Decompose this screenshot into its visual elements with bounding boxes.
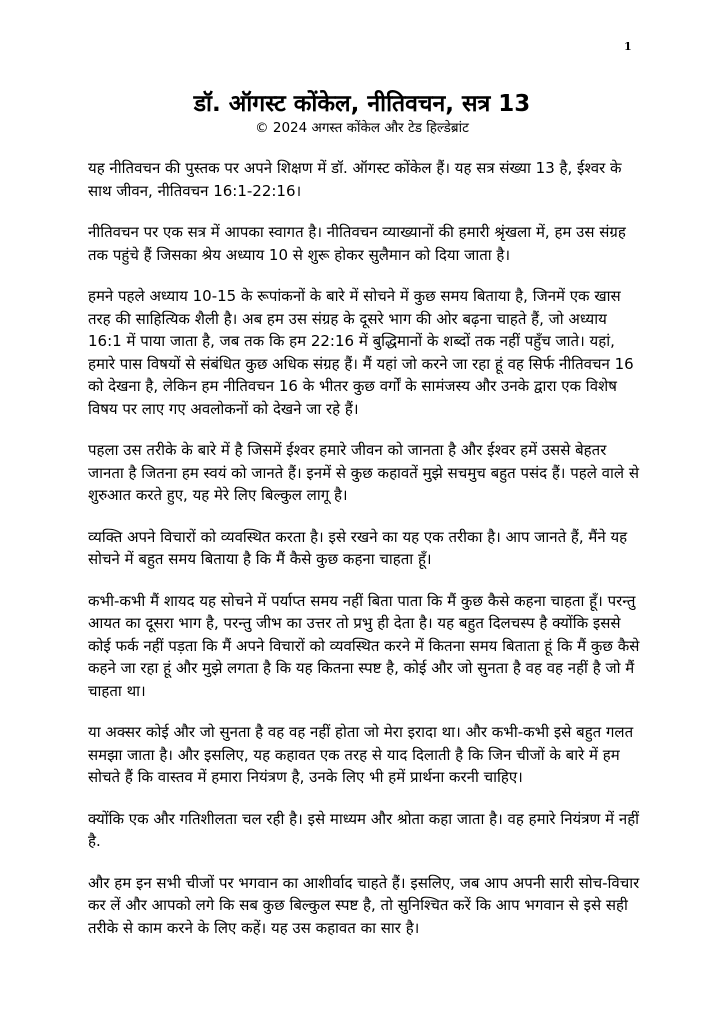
document-title: डॉ. ऑगस्ट कोंकेल, नीतिवचन, सत्र 13 xyxy=(193,91,531,117)
paragraph-tongue: कभी-कभी मैं शायद यह सोचने में पर्याप्त समय नहीं बिता पाता कि मैं कुछ कैसे कहना चाहता हूँ। परन्तु आयत का दूसरा भाग है, परन्तु जीभ का उत्तर तो प्रभु ही देता है। यह बहुत दिलचस्प है क्योंकि इससे कोई फर्क नहीं पड़ता कि मैं अपने विचारों को व्यवस्थित करने में कितना समय बिताता हूं कि मैं कुछ कैसे कहने जा रहा हूं और मुझे लगता है कि यह कितना स्पष्ट है, कोई और जो सुनता है वह वह नहीं है जो मैं चाहता था। xyxy=(88,591,640,700)
paragraph-blessing: और हम इन सभी चीजों पर भगवान का आशीर्वाद चाहते हैं। इसलिए, जब आप अपनी सारी सोच-विचार कर लें और आपको लगे कि सब कुछ बिल्कुल स्पष्ट है, तो सुनिश्चित करें कि आप भगवान से इसे सही तरीके से काम करने के लिए कहें। यह उस कहावत का सार है। xyxy=(88,873,640,937)
paragraph-intro: यह नीतिवचन की पुस्तक पर अपने शिक्षण में डॉ. ऑगस्ट कोंकेल हैं। यह सत्र संख्या 13 है, ईश्वर के साथ जीवन, नीतिवचन 16:1-22:16। xyxy=(88,159,622,200)
paragraph-plans: व्यक्ति अपने विचारों को व्यवस्थित करता है। इसे रखने का यह एक तरीका है। आप जानते हैं, मैंने यह सोचने में बहुत समय बिताया है कि मैं कैसे कुछ कहना चाहता हूँ। xyxy=(88,527,628,568)
paragraph-welcome: नीतिवचन पर एक सत्र में आपका स्वागत है। नीतिवचन व्याख्यानों की हमारी श्रृंखला में, हम उस संग्रह तक पहुंचे हैं जिसका श्रेय अध्याय 10 से शुरू होकर सुलैमान को दिया जाता है। xyxy=(88,223,626,264)
document-body xyxy=(88,157,640,958)
page-number: 1 xyxy=(624,40,632,53)
paragraph-misunderstood: या अक्सर कोई और जो सुनता है वह वह नहीं होता जो मेरा इरादा था। और कभी-कभी इसे बहुत गलत समझा जाता है। और इसलिए, यह कहावत एक तरह से याद दिलाती है कि जिन चीजों के बारे में हम सोचते हैं कि वास्तव में हमारा नियंत्रण है, उनके लिए भी हमें प्रार्थना करनी चाहिए। xyxy=(88,723,634,786)
paragraph-god-knows: पहला उस तरीके के बारे में है जिसमें ईश्वर हमारे जीवन को जानता है और ईश्वर हमें उससे बेहतर जानता है जितना हम स्वयं को जानते हैं। इनमें से कुछ कहावतें मुझे सचमुच बहुत पसंद हैं। पहले वाले से शुरुआत करते हुए, यह मेरे लिए बिल्कुल लागू है। xyxy=(88,441,639,504)
paragraph-dynamic: क्योंकि एक और गतिशीलता चल रही है। इसे माध्यम और श्रोता कहा जाता है। वह हमारे नियंत्रण में नहीं है. xyxy=(88,809,640,850)
copyright-line: © 2024 अगस्त कोंकेल और टेड हिल्डेब्रांट xyxy=(255,120,469,136)
paragraph-overview: हमने पहले अध्याय 10-15 के रूपांकनों के बारे में सोचने में कुछ समय बिताया है, जिनमें एक खास तरह की साहित्यिक शैली है। अब हम उस संग्रह के दूसरे भाग की ओर बढ़ना चाहते हैं, जो अध्याय 16:1 में पाया जाता है, जब तक कि हम 22:16 में बुद्धिमानों के शब्दों तक नहीं पहुँच जाते। यहां, हमारे पास विषयों से संबंधित कुछ अधिक संग्रह हैं। मैं यहां जो करने जा रहा हूं वह सिर्फ नीतिवचन 16 को देखना है, लेकिन हम नीतिवचन 16 के भीतर कुछ वर्गों के सामंजस्य और उनके द्वारा एक विशेष विषय पर लाए गए अवलोकनों को देखने जा रहे हैं। xyxy=(88,287,634,418)
